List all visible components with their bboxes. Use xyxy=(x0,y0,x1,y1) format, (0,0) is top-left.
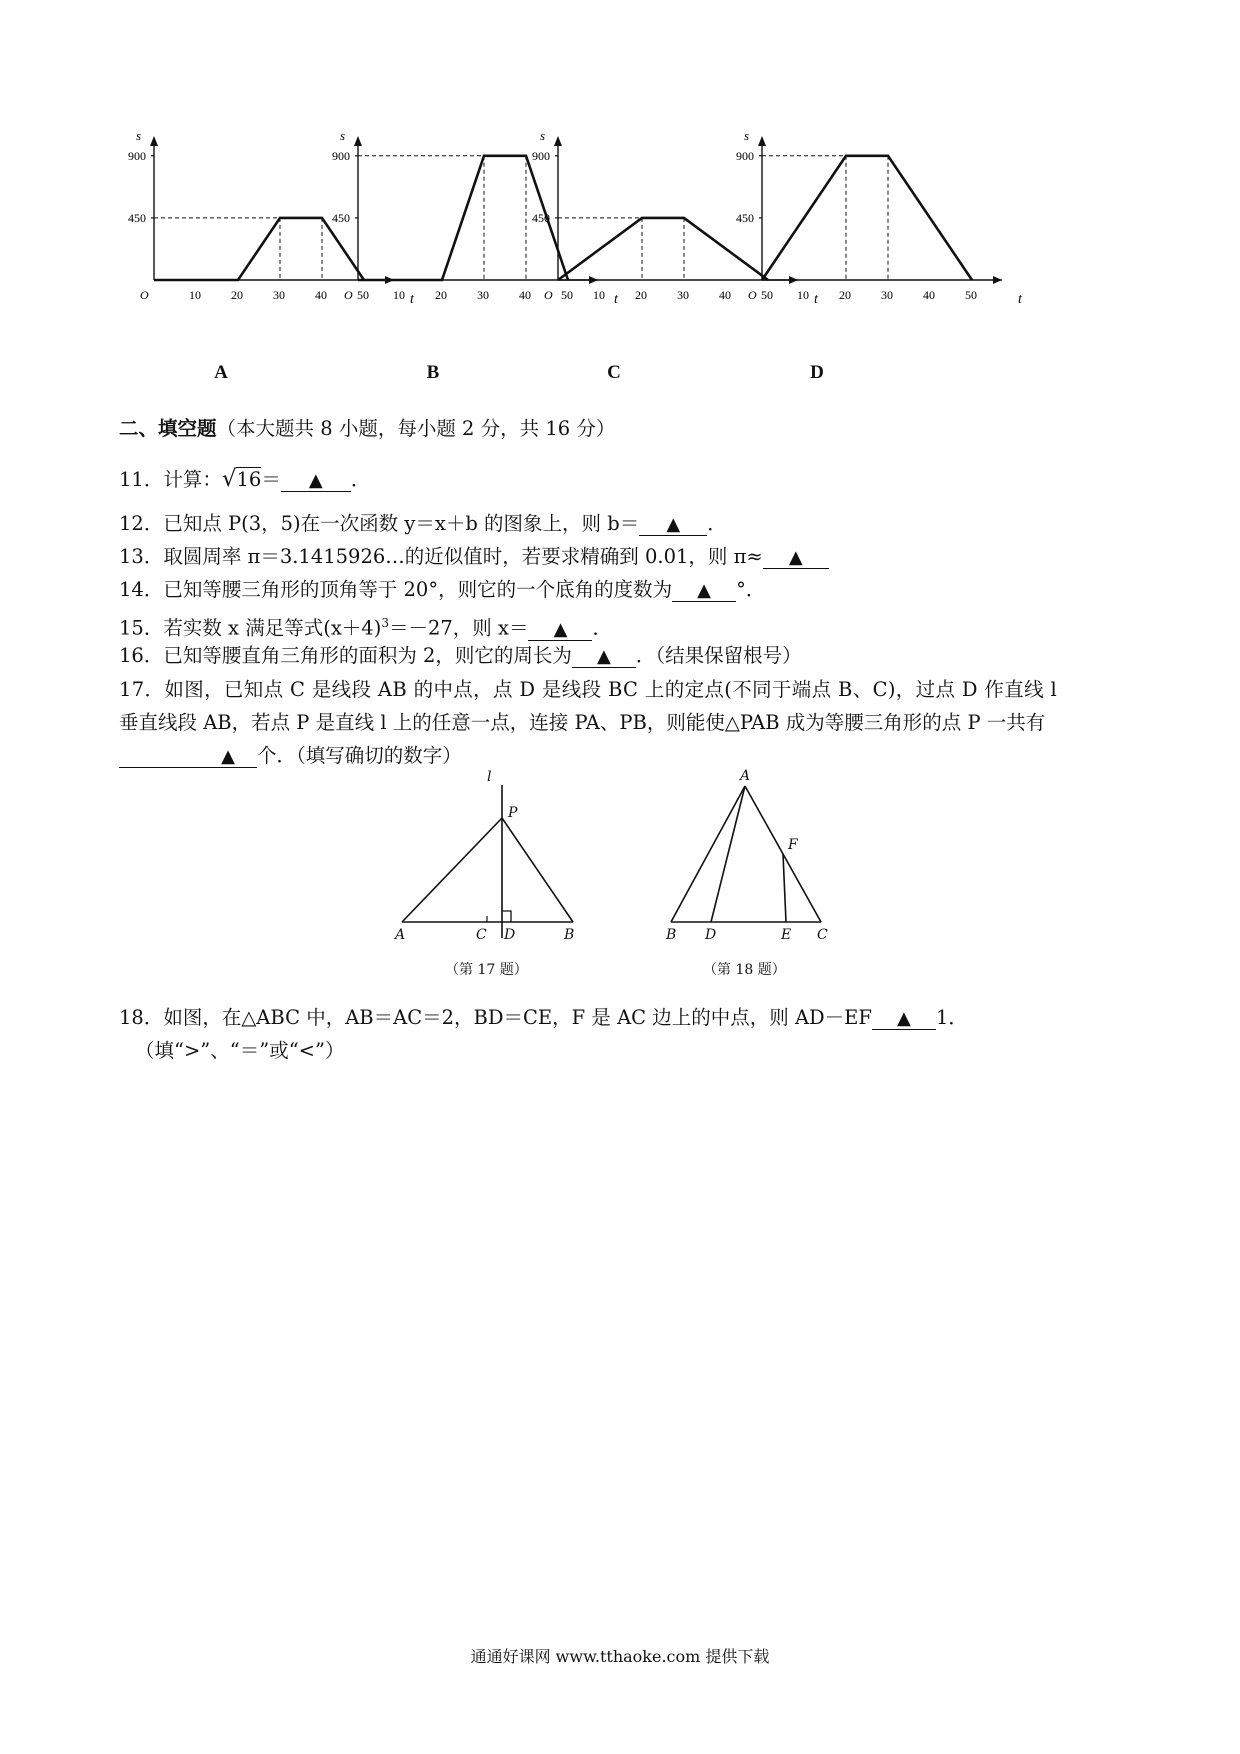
q16-end: ．（结果保留根号） xyxy=(635,644,802,667)
section-note: （本大题共 8 小题，每小题 2 分，共 16 分） xyxy=(216,417,616,440)
figure-18-svg xyxy=(660,775,860,975)
y-tick-label: 900 xyxy=(532,148,550,163)
x-tick-label: 10 xyxy=(189,288,201,302)
q15-prefix: 15．若实数 x 满足等式(x＋4) xyxy=(119,616,382,640)
q14-end: °． xyxy=(736,578,766,601)
graph-d-svg xyxy=(734,128,1022,338)
q15-exponent: 3 xyxy=(381,616,389,630)
fig17-label-a: A xyxy=(395,927,406,943)
q13-text: 13．取圆周率 π＝3.1415926…的近似值时，若要求精确到 0.01，则 π≈ xyxy=(119,545,763,568)
q12-end: ． xyxy=(707,512,727,535)
y-axis-arrow-icon xyxy=(554,136,562,146)
x-axis-label: t xyxy=(614,292,618,307)
option-label-d: D xyxy=(810,362,824,383)
blank-triangle-icon: ▲ xyxy=(897,1008,911,1029)
figure-18 xyxy=(660,768,860,979)
q11-equals: ＝ xyxy=(261,468,281,491)
graph-a-svg xyxy=(126,128,414,338)
q18-text: 18．如图，在△ABC 中，AB＝AC＝2，BD＝CE，F 是 AC 边上的中点，则 AD－EF xyxy=(119,1006,872,1029)
x-tick-label: 20 xyxy=(231,288,243,302)
origin-label: O xyxy=(140,288,149,302)
fig18-label-b: B xyxy=(666,927,677,943)
origin-label: O xyxy=(748,288,757,302)
fig18-label-d: D xyxy=(705,927,717,943)
question-18-line-2: （填“>”、“＝”或“<”） xyxy=(135,1039,345,1062)
y-tick-label: 450 xyxy=(736,210,754,225)
x-axis-label: t xyxy=(410,292,414,307)
q18-end: 1． xyxy=(935,1006,968,1029)
y-axis-arrow-icon xyxy=(150,136,158,146)
x-tick-label: 50 xyxy=(965,288,977,302)
x-tick-label: 50 xyxy=(357,288,369,302)
question-15 xyxy=(119,610,612,642)
question-18-line-1 xyxy=(119,1005,968,1031)
section-heading xyxy=(119,416,615,442)
x-tick-label: 40 xyxy=(923,288,935,302)
answer-blank-13[interactable] xyxy=(763,547,829,569)
graph-c-svg xyxy=(530,128,818,338)
answer-blank-16[interactable] xyxy=(572,646,636,668)
y-tick-label: 900 xyxy=(736,148,754,163)
y-tick-label: 900 xyxy=(128,148,146,163)
graph-option-a xyxy=(126,128,414,398)
fig17-label-c: C xyxy=(476,927,487,943)
blank-triangle-icon: ▲ xyxy=(553,618,568,640)
graph-b-svg xyxy=(330,128,618,338)
answer-blank-17[interactable] xyxy=(119,746,257,768)
q17-end: 个．（填写确切的数字） xyxy=(257,744,462,767)
q11-end: ． xyxy=(350,468,371,491)
fig17-label-l: l xyxy=(487,769,492,785)
y-tick-label: 450 xyxy=(128,210,146,225)
y-axis-label: s xyxy=(540,128,546,143)
y-axis-arrow-icon xyxy=(354,136,362,146)
q15-mid: ＝－27，则 x＝ xyxy=(388,616,529,640)
q14-text: 14．已知等腰三角形的顶角等于 20°，则它的一个底角的度数为 xyxy=(119,578,673,601)
x-tick-label: 40 xyxy=(519,288,531,302)
x-tick-label: 30 xyxy=(273,288,285,302)
graph-option-d xyxy=(734,128,1022,398)
x-tick-label: 30 xyxy=(477,288,489,302)
question-17-line-2: 垂直线段 AB，若点 P 是直线 l 上的任意一点，连接 PA、PB，则能使△PAB 成为等腰三角形的点 P 一共有 xyxy=(119,711,1046,734)
fig18-label-f: F xyxy=(788,837,798,853)
q11-radicand: 16 xyxy=(236,468,262,491)
x-tick-label: 10 xyxy=(393,288,405,302)
y-axis-label: s xyxy=(744,128,750,143)
answer-blank-12[interactable] xyxy=(639,514,707,536)
x-tick-label: 30 xyxy=(881,288,893,302)
y-tick-label: 900 xyxy=(332,148,350,163)
x-tick-label: 50 xyxy=(761,288,773,302)
graph-option-b xyxy=(330,128,618,398)
option-label-c: C xyxy=(607,362,621,383)
answer-blank-11[interactable] xyxy=(281,470,351,492)
x-tick-label: 10 xyxy=(593,288,605,302)
x-axis-arrow-icon xyxy=(993,276,1002,284)
x-tick-label: 40 xyxy=(315,288,327,302)
option-label-a: A xyxy=(214,362,228,383)
fig18-label-c: C xyxy=(817,927,828,943)
fig17-label-p: P xyxy=(508,805,518,821)
fig17-label-b: B xyxy=(564,927,575,943)
blank-triangle-icon: ▲ xyxy=(308,470,323,491)
blank-triangle-icon: ▲ xyxy=(697,580,711,601)
section-title: 二、填空题 xyxy=(119,417,217,440)
sqrt-symbol: √ xyxy=(221,466,237,492)
y-axis-label: s xyxy=(340,128,346,143)
answer-blank-15[interactable] xyxy=(528,619,592,641)
y-axis-label: s xyxy=(136,128,142,143)
x-tick-label: 20 xyxy=(435,288,447,302)
y-axis-arrow-icon xyxy=(758,136,766,146)
fig17-caption: （第 17 题） xyxy=(445,962,528,978)
question-17-line-1: 17．如图，已知点 C 是线段 AB 的中点，点 D 是线段 BC 上的定点(不同于端点 B、C)，过点 D 作直线 l xyxy=(119,678,1058,701)
origin-label: O xyxy=(544,288,553,302)
option-label-b: B xyxy=(426,362,440,383)
origin-label: O xyxy=(344,288,353,302)
blank-triangle-icon: ▲ xyxy=(666,514,681,535)
question-14 xyxy=(119,577,765,603)
answer-blank-14[interactable] xyxy=(672,580,736,602)
q15-end: ． xyxy=(592,616,612,640)
figure-17-svg xyxy=(390,775,590,975)
fig18-label-e: E xyxy=(781,927,792,943)
question-16 xyxy=(119,643,802,669)
q11-prefix: 11．计算： xyxy=(119,468,222,491)
x-tick-label: 50 xyxy=(561,288,573,302)
question-13 xyxy=(119,544,829,570)
fig18-label-a: A xyxy=(740,768,751,784)
blank-triangle-icon: ▲ xyxy=(597,646,611,667)
page-footer: 通通好课网 www.tthaoke.com 提供下载 xyxy=(470,1647,770,1666)
fig18-caption: （第 18 题） xyxy=(703,962,786,978)
x-tick-label: 20 xyxy=(839,288,851,302)
x-axis-label: t xyxy=(814,292,818,307)
blank-triangle-icon: ▲ xyxy=(221,746,235,767)
graph-option-c xyxy=(530,128,818,398)
x-axis-label: t xyxy=(1018,292,1022,307)
blank-triangle-icon: ▲ xyxy=(788,547,803,568)
y-tick-label: 450 xyxy=(532,210,550,225)
q12-text: 12．已知点 P(3，5)在一次函数 y＝x＋b 的图象上，则 b＝ xyxy=(119,512,640,535)
distance-time-line xyxy=(762,156,972,280)
answer-blank-18[interactable] xyxy=(872,1008,936,1030)
x-tick-label: 30 xyxy=(677,288,689,302)
x-tick-label: 10 xyxy=(797,288,809,302)
x-tick-label: 40 xyxy=(719,288,731,302)
question-17-line-3 xyxy=(119,743,462,769)
x-tick-label: 20 xyxy=(635,288,647,302)
question-12 xyxy=(119,511,727,537)
question-11 xyxy=(119,466,370,493)
q16-text: 16．已知等腰直角三角形的面积为 2，则它的周长为 xyxy=(119,644,572,667)
y-tick-label: 450 xyxy=(332,210,350,225)
fig17-label-d: D xyxy=(504,927,516,943)
figure-17 xyxy=(390,769,590,979)
